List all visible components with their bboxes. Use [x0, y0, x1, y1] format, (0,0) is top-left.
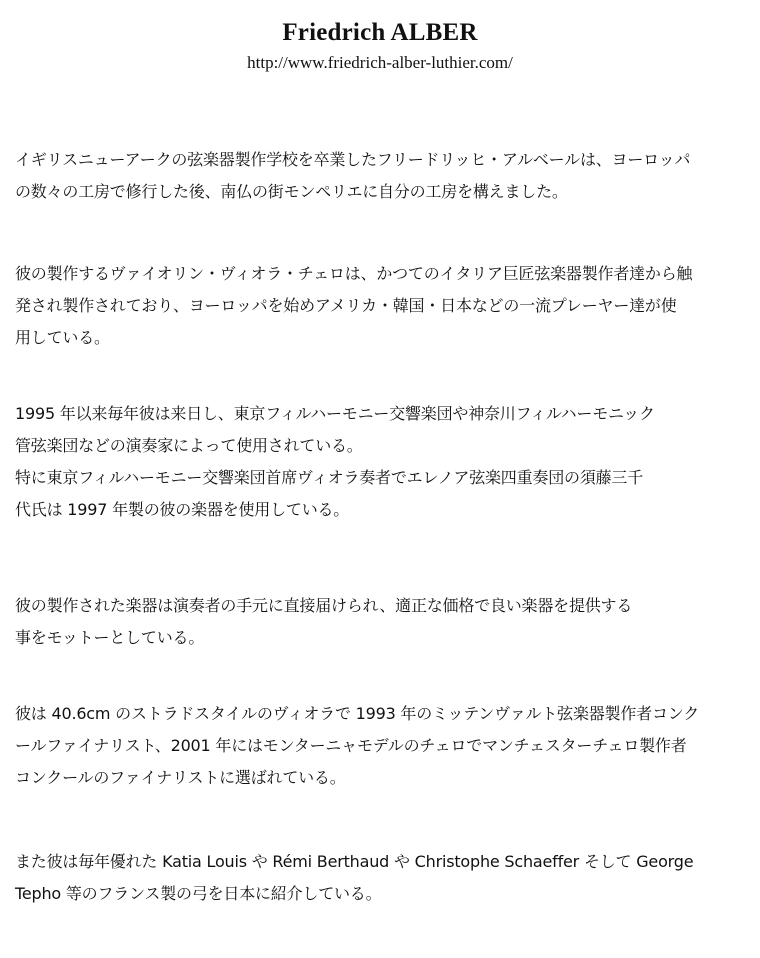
paragraph-line: 特に東京フィルハーモニー交響楽団首席ヴィオラ奏者でエレノア弦楽四重奏団の須藤三千 [15, 468, 644, 487]
paragraph-line: 代氏は 1997 年製の彼の楽器を使用している。 [15, 500, 350, 519]
document-header [0, 18, 760, 74]
paragraph-line: ールファイナリスト、2001 年にはモンターニャモデルのチェロでマンチェスターチェロ製作者 [15, 736, 687, 755]
paragraph-line: の数々の工房で修行した後、南仏の街モンペリエに自分の工房を構えました。 [15, 182, 568, 201]
paragraph-line: 用している。 [15, 328, 110, 347]
paragraph-line: 事をモットーとしている。 [15, 628, 205, 647]
paragraph-education [15, 144, 690, 208]
paragraph-line: コンクールのファイナリストに選ばれている。 [15, 768, 346, 787]
paragraph-line: イギリスニューアークの弦楽器製作学校を卒業したフリードリッヒ・アルベールは、ヨーロッパ [15, 150, 691, 169]
website-url[interactable]: http://www.friedrich-alber-luthier.com/ [247, 53, 513, 72]
paragraph-line: また彼は毎年優れた Katia Louis や Rémi Berthaud や Christophe Schaeffer そして George [15, 852, 694, 871]
paragraph-line: 彼の製作するヴァイオリン・ヴィオラ・チェロは、かつてのイタリア巨匠弦楽器製作者達から触 [15, 264, 693, 283]
paragraph-competitions [15, 698, 699, 794]
paragraph-motto [15, 590, 632, 654]
paragraph-bows [15, 846, 693, 910]
paragraph-instruments [15, 258, 692, 354]
paragraph-line: Tepho 等のフランス製の弓を日本に紹介している。 [15, 884, 382, 903]
paragraph-japan-visits [15, 398, 655, 526]
paragraph-line: 発され製作されており、ヨーロッパを始めアメリカ・韓国・日本などの一流プレーヤー達が使 [15, 296, 677, 315]
paragraph-line: 彼の製作された楽器は演奏者の手元に直接届けられ、適正な価格で良い楽器を提供する [15, 596, 633, 615]
page-title: Friedrich ALBER [282, 19, 478, 46]
paragraph-line: 彼は 40.6cm のストラドスタイルのヴィオラで 1993 年のミッテンヴァルト弦楽器製作者コンク [15, 704, 700, 723]
paragraph-line: 1995 年以来毎年彼は来日し、東京フィルハーモニー交響楽団や神奈川フィルハーモニック [15, 404, 655, 423]
paragraph-line: 管弦楽団などの演奏家によって使用されている。 [15, 436, 363, 455]
